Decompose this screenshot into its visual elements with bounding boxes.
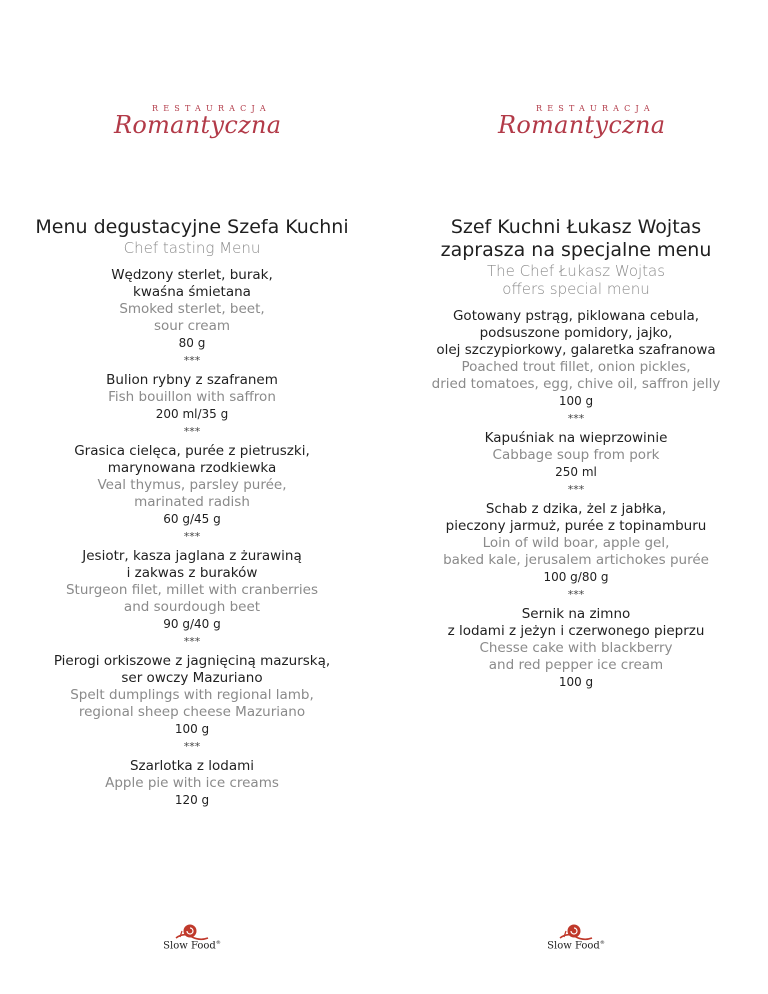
dish-weight: 100 g/80 g	[543, 570, 609, 584]
right-menu-title: Szef Kuchni Łukasz Wojtas zaprasza na specjalne menu	[440, 216, 712, 261]
left-dish-4	[0, 548, 384, 632]
left-dish-6	[0, 758, 384, 808]
dish-weight: 90 g/40 g	[163, 617, 221, 631]
dish-weight: 60 g/45 g	[163, 512, 221, 526]
left-dish-3	[0, 443, 384, 527]
left-dish-2	[0, 372, 384, 422]
snail-icon	[552, 922, 600, 942]
right-dish-2	[384, 430, 768, 480]
dish-name-pl: Jesiotr, kasza jaglana z żurawiną i zakwas z buraków	[82, 548, 302, 581]
left-dish-5	[0, 653, 384, 737]
left-dish-1	[0, 267, 384, 351]
dish-separator: ***	[567, 412, 585, 425]
dish-name-en: Cabbage soup from pork	[492, 447, 660, 463]
left-menu-title: Menu degustacyjne Szefa Kuchni	[35, 216, 349, 238]
dish-name-en: Chesse cake with blackberry and red pepper ice cream	[479, 640, 673, 673]
dish-name-pl: Szarlotka z lodami	[129, 758, 255, 774]
logo-restauracja-text: RESTAURACJA	[152, 104, 271, 113]
dish-name-pl: Gotowany pstrąg, piklowana cebula, podsuszone pomidory, jajko, olej szczypiorkowy, galaretka szafranowa	[436, 308, 716, 358]
dish-name-pl: Schab z dzika, żel z jabłka, pieczony jarmuż, purée z topinamburu	[445, 501, 707, 534]
slow-food-footer	[0, 922, 384, 962]
dish-name-en: Smoked sterlet, beet, sour cream	[119, 301, 265, 334]
registered-mark: ®	[215, 940, 221, 946]
slow-food-footer	[384, 922, 768, 962]
dish-weight: 100 g	[558, 675, 594, 689]
dish-separator: ***	[183, 530, 201, 543]
dish-separator: ***	[183, 635, 201, 648]
slow-food-label: Slow Food®	[547, 940, 605, 952]
dish-name-en: Sturgeon filet, millet with cranberries and sourdough beet	[65, 582, 318, 615]
right-menu-column	[384, 0, 768, 994]
dish-weight: 100 g	[174, 722, 210, 736]
dish-weight: 200 ml/35 g	[155, 407, 229, 421]
dish-weight: 80 g	[178, 336, 206, 350]
right-dish-4	[384, 606, 768, 690]
dish-name-en: Apple pie with ice creams	[105, 775, 279, 791]
left-menu-subtitle: Chef tasting Menu	[123, 239, 261, 257]
dish-name-pl: Sernik na zimno z lodami z jeżyn i czerwonego pieprzu	[447, 606, 705, 639]
dish-name-en: Fish bouillon with saffron	[108, 389, 276, 405]
slow-food-label: Slow Food®	[163, 940, 221, 952]
dish-weight: 250 ml	[555, 465, 597, 479]
right-menu-content	[384, 216, 768, 690]
left-menu-content	[0, 216, 384, 808]
logo-romantyczna-text: Romantyczna	[114, 111, 282, 139]
dish-name-en: Veal thymus, parsley purée, marinated radish	[97, 477, 287, 510]
registered-mark: ®	[599, 940, 605, 946]
logo-romantyczna-text: Romantyczna	[498, 111, 666, 139]
right-menu-subtitle: The Chef Łukasz Wojtas offers special menu	[486, 262, 666, 298]
dish-name-pl: Kapuśniak na wieprzowinie	[484, 430, 668, 446]
dish-separator: ***	[567, 588, 585, 601]
dish-weight: 100 g	[558, 394, 594, 408]
dish-name-en: Spelt dumplings with regional lamb, regional sheep cheese Mazuriano	[70, 687, 314, 720]
restaurant-logo	[384, 104, 768, 148]
dish-name-en: Loin of wild boar, apple gel, baked kale, jerusalem artichokes purée	[443, 535, 709, 568]
right-dish-3	[384, 501, 768, 585]
dish-separator: ***	[183, 354, 201, 367]
dish-separator: ***	[567, 483, 585, 496]
dish-name-pl: Bulion rybny z szafranem	[106, 372, 278, 388]
dish-separator: ***	[183, 425, 201, 438]
dish-weight: 120 g	[174, 793, 210, 807]
restaurant-logo	[0, 104, 384, 148]
dish-name-pl: Wędzony sterlet, burak, kwaśna śmietana	[111, 267, 273, 300]
snail-icon	[168, 922, 216, 942]
dish-name-pl: Pierogi orkiszowe z jagnięciną mazurską, ser owczy Mazuriano	[53, 653, 331, 686]
dish-name-pl: Grasica cielęca, purée z pietruszki, marynowana rzodkiewka	[74, 443, 310, 476]
dish-name-en: Poached trout fillet, onion pickles, dried tomatoes, egg, chive oil, saffron jelly	[431, 359, 721, 392]
right-dish-1	[384, 308, 768, 409]
dish-separator: ***	[183, 740, 201, 753]
logo-restauracja-text: RESTAURACJA	[536, 104, 655, 113]
